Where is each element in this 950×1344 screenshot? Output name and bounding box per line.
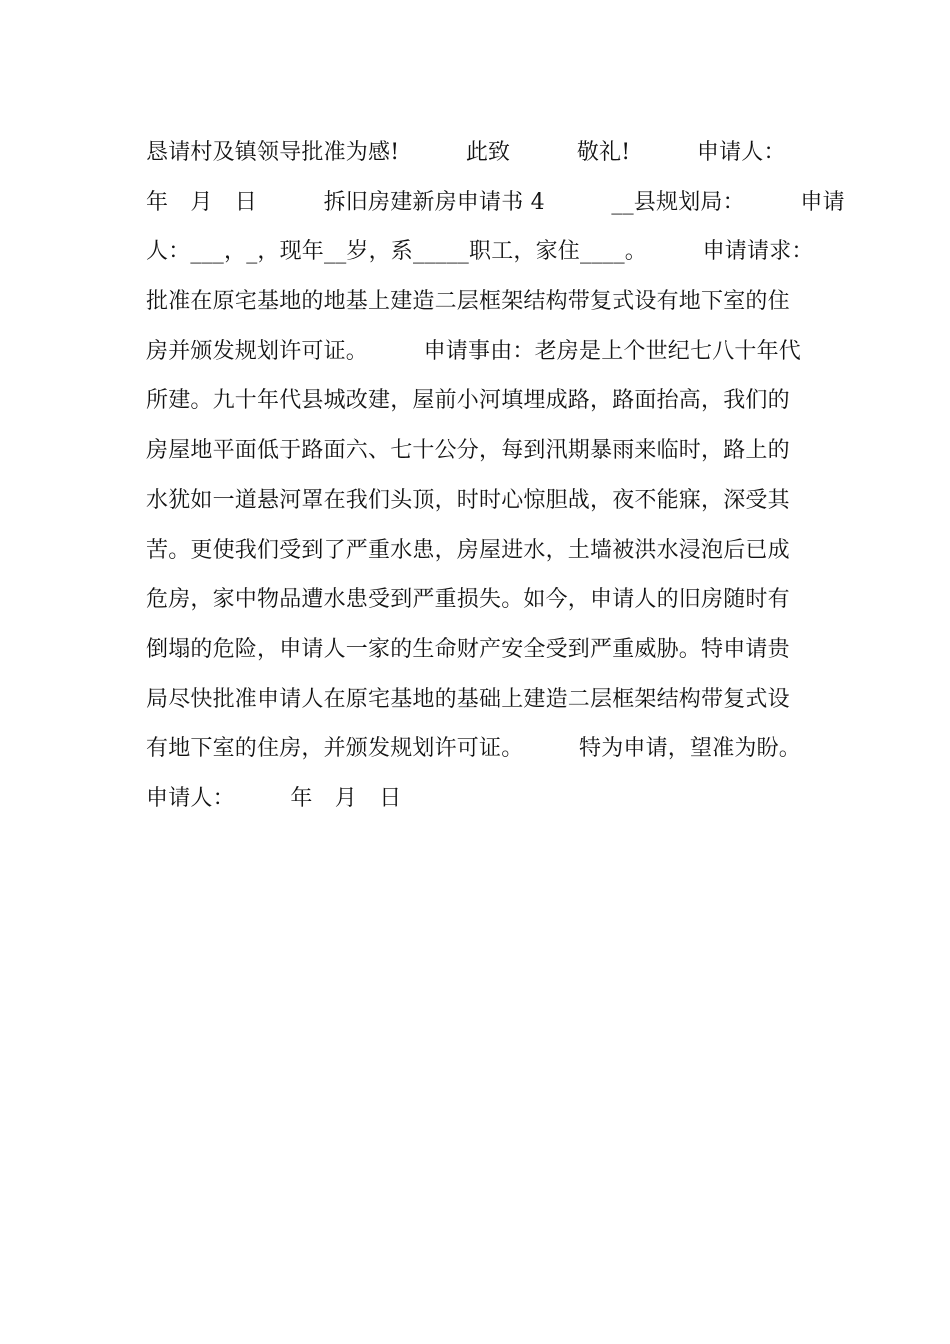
- text-line: 水犹如一道悬河罩在我们头顶，时时心惊胆战，夜不能寐，深受其: [146, 487, 790, 513]
- text-line: 人：___，_，现年__岁，系_____职工，家住____。 申请请求：: [146, 239, 814, 265]
- signature-date-line: 申请人： 年 月 日: [146, 785, 402, 811]
- document-body: [146, 128, 846, 824]
- text-line: 局尽快批准申请人在原宅基地的基础上建造二层框架结构带复式设: [146, 686, 790, 712]
- text-line: 恳请村及镇领导批准为感! 此致 敬礼! 申请人：: [146, 140, 786, 165]
- text-line: 苦。更使我们受到了严重水患，房屋进水，土墙被洪水浸泡后已成: [146, 537, 790, 563]
- text-line: 年 月 日 拆旧房建新房申请书 4 __县规划局： 申请: [146, 189, 845, 215]
- text-line: 所建。九十年代县城改建，屋前小河填埋成路，路面抬高，我们的: [146, 388, 790, 414]
- text-line: 危房，家中物品遭水患受到严重损失。如今，申请人的旧房随时有: [146, 587, 790, 613]
- text-line: 批准在原宅基地的地基上建造二层框架结构带复式设有地下室的住: [146, 289, 790, 315]
- text-line: 有地下室的住房，并颁发规划许可证。 特为申请，望准为盼。: [146, 736, 802, 762]
- text-line: 房屋地平面低于路面六、七十公分，每到汛期暴雨来临时，路上的: [146, 438, 790, 464]
- text-line: 房并颁发规划许可证。 申请事由：老房是上个世纪七八十年代: [146, 338, 802, 364]
- text-line: 倒塌的危险，申请人一家的生命财产安全受到严重威胁。特申请贵: [146, 636, 790, 662]
